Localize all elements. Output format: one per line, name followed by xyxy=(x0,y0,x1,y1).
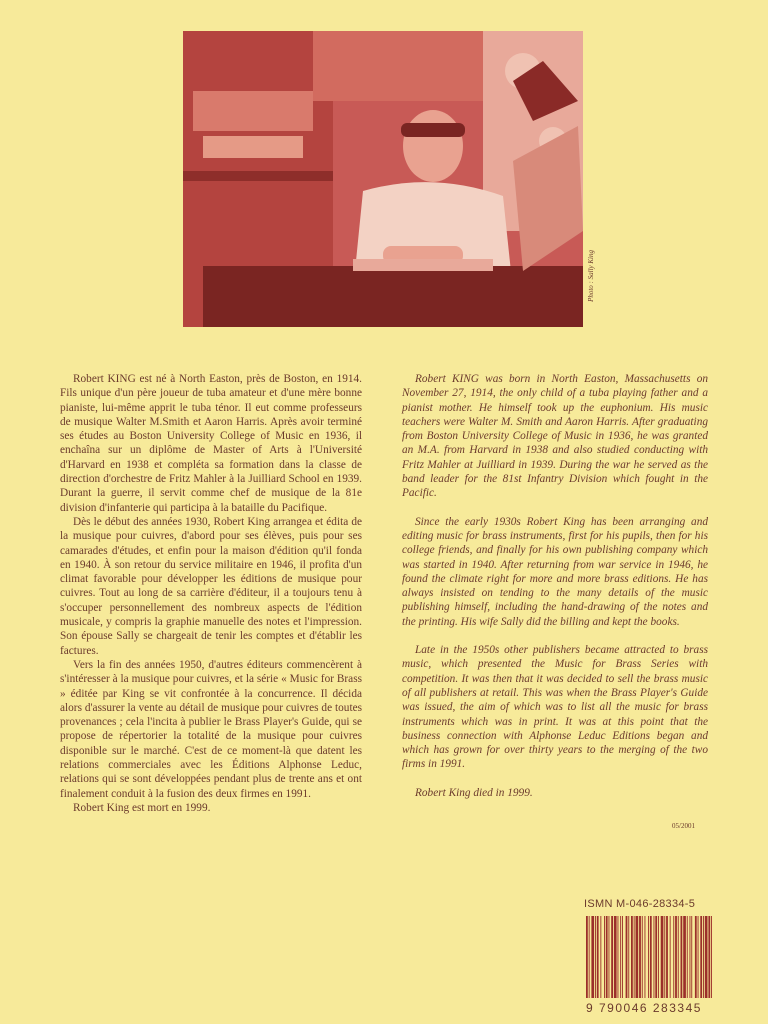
french-paragraph-1: Robert KING est né à North Easton, près de Boston, en 1914. Fils unique d'un père joueur de tuba amateur et d'une mère bonne pianiste, lui-même apprit le tuba ténor. Il eut comme professeurs de musique Walter M.Smith et Aaron Harris. Après avoir terminé ses études au Boston University College of Music en 1936, il enchaîna sur un diplôme de Master of Arts à l'Université d'Harvard en 1938 et compléta sa formation dans la classe de direction d'orchestre de Fritz Mahler à la Juilliard School en 1939. Durant la guerre, il servit comme chef de musique de la 81e division d'infanterie qui participa à la bataille du Pacifique. xyxy=(60,373,362,514)
barcode-bar xyxy=(586,916,588,998)
barcode-bar xyxy=(606,916,608,998)
barcode-bar xyxy=(642,916,643,998)
barcode-bar xyxy=(655,916,657,998)
barcode-bar xyxy=(711,916,712,998)
barcode-bar xyxy=(614,916,617,998)
barcode-bar xyxy=(683,916,686,998)
barcode-bar xyxy=(658,916,659,998)
barcode-bar xyxy=(654,916,655,998)
barcode-bar xyxy=(673,916,674,998)
barcode-bar xyxy=(661,916,664,998)
barcode-bar xyxy=(636,916,639,998)
barcode-bar xyxy=(698,916,699,998)
barcode-bar xyxy=(634,916,635,998)
french-paragraph-2: Dès le début des années 1930, Robert King arrangea et édita de la musique pour cuivres, d'abord pour ses élèves, puis pour ses camarades d'études, et enfin pour la maison d'édition qu'il fonda en 1940. À son retour du service militaire en 1946, il profita d'un climat favorable pour développer les éditions de musique pour cuivres. Tout au long de sa carrière d'éditeur, il a toujours tenu à s'occuper personnellement des nombreux aspects de l'édition musicale, y compris la graphie manuelle des notes et l'impression. Son épouse Sally se chargeait de tenir les comptes et d'établir les factures. xyxy=(60,515,362,657)
barcode-bar xyxy=(705,916,708,998)
barcode-bar xyxy=(681,916,683,998)
english-biography xyxy=(402,372,708,814)
barcode-bar xyxy=(670,916,671,998)
ismn-label: ISMN M-046-28334-5 xyxy=(584,898,696,910)
barcode-bar xyxy=(678,916,679,998)
barcode-bar xyxy=(589,916,590,998)
barcode-bar xyxy=(703,916,704,998)
portrait-photo-image xyxy=(183,31,583,327)
photo-credit: Photo : Sally King xyxy=(587,250,595,302)
french-paragraph-3: Vers la fin des années 1950, d'autres éditeurs commencèrent à s'intéresser à la musique pour cuivres, et la série « Music for Brass » éditée par King se vit confrontée à la concurrence. Il décida alors d'assurer la vente au détail de musique pour cuivres de toutes provenances ; cela l'incita à publier le Brass Player's Guide, qui se propose de répertorier la totalité de la musique pour cuivres disponible sur le marché. C'est de ce moment-là que datent les relations commerciales avec les Éditions Alphonse Leduc, relations qui se sont développées pendant plus de trente ans et ont finalement conduit à la fusion des deux firmes en 1991. xyxy=(60,658,362,800)
barcode-bar xyxy=(600,916,601,998)
english-paragraph-1: Robert KING was born in North Easton, Massachusetts on November 27, 1914, the only child of a tuba playing father and a pianist mother. He himself took up the euphonium. His music teachers were Walter M. Smith and Aaron Harris. After graduating from Boston University College of Music in 1936, he was granted an M.A. from Harvard in 1938 and also studied conducting with Fritz Mahler at Juilliard in 1939. During the war he served as the band leader for the 81st Infantry Division which fought in the Pacific. xyxy=(402,373,708,500)
barcode-bar xyxy=(604,916,605,998)
barcode-bar xyxy=(591,916,594,998)
barcode-bar xyxy=(675,916,677,998)
barcode-bar xyxy=(650,916,652,998)
english-paragraph-3: Late in the 1950s other publishers became attracted to brass music, which presented the Music for Brass Series with competition. It was then that it was decided to sell the brass music of all publishers at retail. This was when the Brass Player's Guide was issued, the aim of which was to list all the music for brass instruments which was in print. It was at this point that the business connection with Alphonse Leduc Editions began and which has grown for over thirty years to the merging of the two firms in 1991. xyxy=(402,644,708,771)
barcode-bar xyxy=(664,916,665,998)
barcode-number: 9 790046 283345 xyxy=(586,1001,702,1015)
barcode-bar xyxy=(691,916,692,998)
barcode-bar xyxy=(609,916,610,998)
barcode-bar xyxy=(618,916,619,998)
barcode-bar xyxy=(666,916,668,998)
publication-date: 05/2001 xyxy=(672,822,695,830)
barcode-bar xyxy=(708,916,710,998)
barcode-bar xyxy=(622,916,623,998)
portrait-photo xyxy=(183,31,583,327)
english-paragraph-2: Since the early 1930s Robert King has been arranging and editing music for brass instruments, first for his pupils, then for his college friends, and finally for his own publishing company which was started in 1940. After returning from war service in 1946, he found the climate right for more and more brass editions. He has always insisted on tending to the many details of the music publishing himself, including the hand-drawing of the notes and the printing. His wife Sally did the billing and kept the books. xyxy=(402,515,708,628)
french-biography xyxy=(60,372,362,815)
english-paragraph-4: Robert King died in 1999. xyxy=(415,786,533,799)
barcode-bar xyxy=(690,916,691,998)
barcode-bar xyxy=(628,916,629,998)
barcode-bar xyxy=(645,916,646,998)
barcode-bar xyxy=(626,916,628,998)
barcode-bar xyxy=(620,916,621,998)
barcode-bar xyxy=(597,916,599,998)
barcode-bar xyxy=(631,916,633,998)
barcode-bar xyxy=(648,916,649,998)
french-paragraph-4: Robert King est mort en 1999. xyxy=(73,801,211,814)
barcode-bar xyxy=(611,916,613,998)
barcode-bar xyxy=(700,916,702,998)
barcode-bar xyxy=(687,916,688,998)
barcode-bar xyxy=(639,916,641,998)
barcode-bar xyxy=(695,916,697,998)
barcode-bar xyxy=(595,916,596,998)
